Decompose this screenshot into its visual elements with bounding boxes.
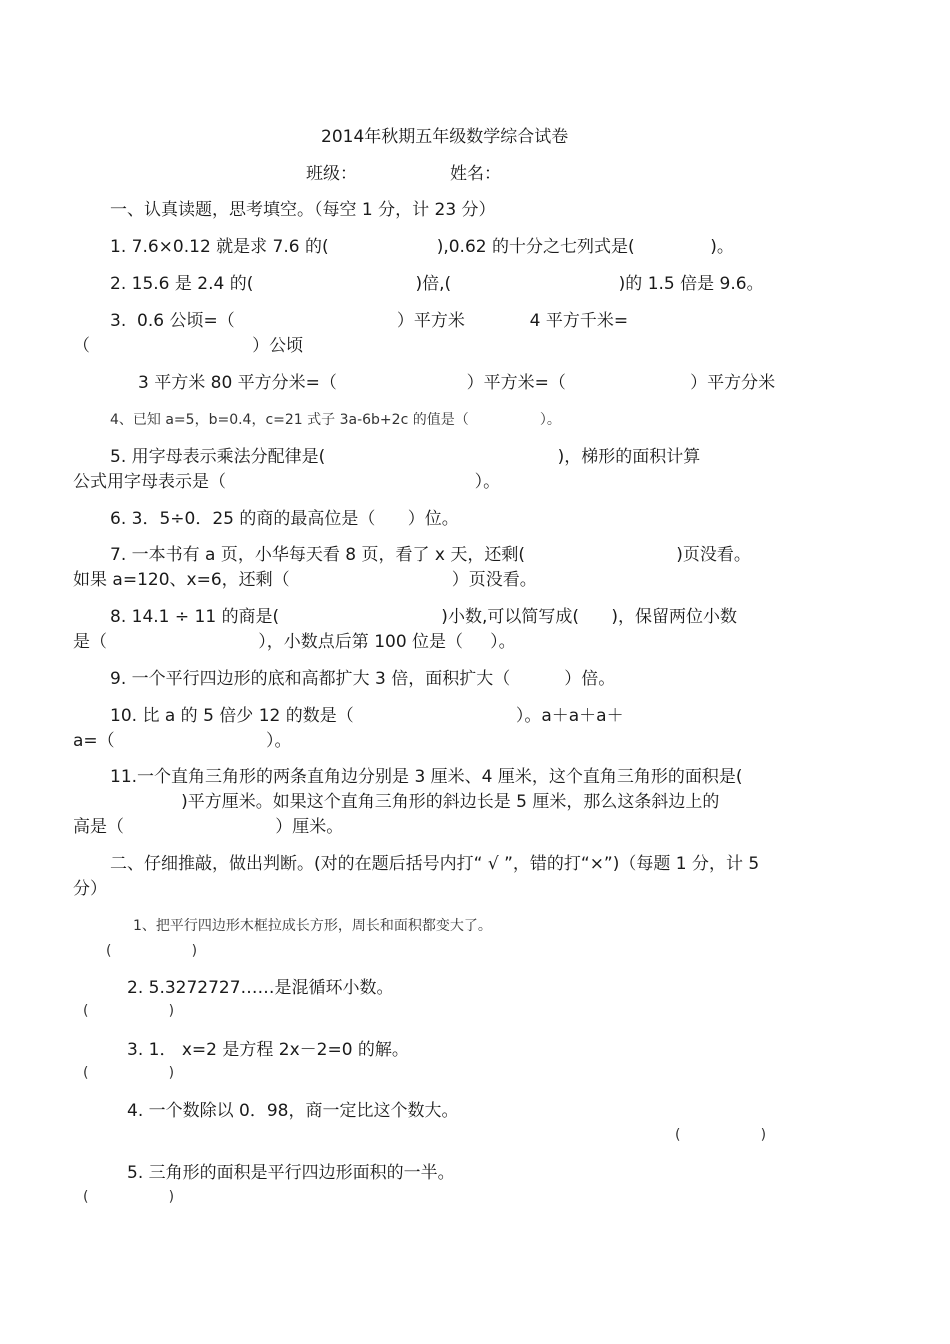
question-7-cont: 如果 a=120、x=6，还剩（ ）页没看。 [73, 570, 537, 590]
question-8-cont: 是（ ），小数点后第 100 位是（ ）。 [73, 632, 516, 652]
question-10: 10. 比 a 的 5 倍少 12 的数是（ ）。a＋a＋a＋ [110, 706, 624, 726]
judge-item-1: 1、把平行四边形木框拉成长方形，周长和面积都变大了。 [133, 918, 492, 934]
question-6: 6. 3．5÷0．25 的商的最高位是（ ）位。 [110, 509, 459, 529]
question-11-cont: )平方厘米。如果这个直角三角形的斜边长是 5 厘米，那么这条斜边上的 [73, 792, 720, 812]
judge-item-4-blank: ( ) [675, 1127, 767, 1143]
question-5-cont: 公式用字母表示是（ ）。 [73, 472, 501, 492]
name-label: 姓名： [450, 164, 501, 184]
section1-heading: 一、认真读题，思考填空。（每空 1 分，计 23 分） [110, 200, 496, 220]
judge-item-5-blank: ( ) [83, 1189, 175, 1205]
judge-item-4: 4. 一个数除以 0．98，商一定比这个数大。 [127, 1101, 459, 1121]
page-title: 2014年秋期五年级数学综合试卷 [321, 127, 569, 147]
judge-item-1-blank: ( ) [106, 943, 198, 959]
question-7: 7. 一本书有 a 页，小华每天看 8 页，看了 x 天，还剩( )页没看。 [110, 545, 751, 565]
question-5: 5. 用字母表示乘法分配律是( )，梯形的面积计算 [110, 447, 701, 467]
question-10-cont: a=（ ）。 [73, 731, 292, 751]
question-3-cont: （ ）公顷 [73, 336, 304, 356]
question-8: 8. 14.1 ÷ 11 的商是( )小数,可以简写成( )，保留两位小数 [110, 607, 738, 627]
question-11-cont2: 高是（ ）厘米。 [73, 817, 344, 837]
section2-heading-cont: 分） [73, 879, 107, 899]
class-label: 班级： [306, 164, 357, 184]
question-4: 4、已知 a=5，b=0.4，c=21 式子 3a-6b+2c 的值是（ ）。 [110, 412, 561, 428]
question-11: 11.一个直角三角形的两条直角边分别是 3 厘米、4 厘米，这个直角三角形的面积是( [110, 767, 743, 787]
question-3: 3. 0.6 公顷=（ ）平方米 4 平方千米= [110, 311, 629, 331]
judge-item-5: 5. 三角形的面积是平行四边形面积的一半。 [127, 1163, 455, 1183]
question-9: 9. 一个平行四边形的底和高都扩大 3 倍，面积扩大（ ）倍。 [110, 669, 616, 689]
judge-item-3: 3. 1． x=2 是方程 2x－2=0 的解。 [127, 1040, 409, 1060]
question-1: 1. 7.6×0.12 就是求 7.6 的( ),0.62 的十分之七列式是( )。 [110, 237, 734, 257]
judge-item-3-blank: ( ) [83, 1065, 175, 1081]
judge-item-2: 2. 5.3272727……是混循环小数。 [127, 978, 394, 998]
question-3-line2: 3 平方米 80 平方分米=（ ）平方米=（ ）平方分米 [138, 373, 776, 393]
judge-item-2-blank: ( ) [83, 1003, 175, 1019]
question-2: 2. 15.6 是 2.4 的( )倍,( )的 1.5 倍是 9.6。 [110, 274, 764, 294]
section2-heading: 二、仔细推敲，做出判断。(对的在题后括号内打“ √ ”，错的打“×”)（每题 1 分，计 5 [110, 854, 760, 874]
